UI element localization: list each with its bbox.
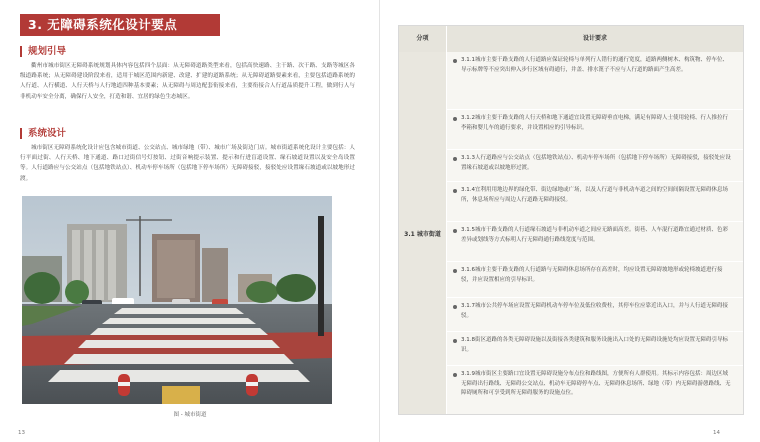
photo-caption: 图 - 城市街道	[173, 412, 207, 418]
bullet-icon	[453, 59, 457, 63]
requirement-text: 3.1.5城市干路支路的人行道缘石坡道与非机动车道之间应无路面高差。街巷、人车混行道路宜通过材质、色彩差异或划线等方式标明人行无障碍通行路线宽度与范围。	[461, 227, 728, 243]
requirement-text: 3.1.4宜利用用地边界的绿化带、街边绿地或广场，以及人行道与非机动车道之间的空间间隔设置无障碍休息场所，休息场所应与周边人行道路无障碍接驳。	[461, 187, 728, 203]
requirement-item	[447, 222, 743, 262]
requirement-text: 3.1.7城市公共停车场应设置无障碍机动车停车位及低位收费柱，其停车位应靠近出入口，并与人行道无障碍接驳。	[461, 303, 728, 319]
requirement-text: 3.1.2城市主要干路支路的人行天桥和地下通道宜设置无障碍垂直电梯，满足有障碍人士使用轮椅、行人推拉行李箱和婴儿车的通行要求，并设置相应的引导标识。	[461, 115, 728, 131]
page-number-right: 14	[713, 430, 720, 436]
header-requirement: 设计要求	[582, 35, 607, 42]
street-photo	[22, 196, 332, 404]
requirement-list	[447, 52, 743, 414]
heading-system-design: 系统设计	[20, 128, 66, 139]
header-category: 分项	[399, 26, 447, 52]
page-number-left: 13	[18, 430, 25, 436]
street-illustration	[22, 196, 332, 404]
bullet-icon	[453, 339, 457, 343]
bullet-icon	[453, 373, 457, 377]
requirement-item	[447, 182, 743, 222]
heading-planning: 规划引导	[20, 46, 66, 57]
section-title: 3. 无障碍系统化设计要点	[20, 14, 220, 36]
bullet-icon	[453, 157, 457, 161]
requirement-text: 3.1.3人行道路应与公交站点（包括地铁站点）、机动车停车场所（包括地下停车场所）无障碍接驳，接驳处应设置缘石坡道或以坡地形过渡。	[461, 155, 731, 171]
requirement-item	[447, 298, 743, 332]
requirement-text: 3.1.8街区道路的各类无障碍设施以及街接各类建筑和服务设施出入口处的无障碍设施处均应设置无障碍引导标识。	[461, 337, 728, 353]
system-paragraph: 城市街区无障碍系统化设计应包含城市街道、公交站点、城市绿地（带）、城市广场及街边门店。城市街道系统化设计主要包括：人行平面过街、人行天桥、地下通道、路口过街信号灯按钮、过街音响提示装置、提示和行进盲道设置、缘石坡道设置以及安全岛设置等。人行道路应与公交站点（包括地铁站点）、机动车停车场所（包括地下停车场所）无障碍接驳，接驳处应设置缘石坡道或以坡地形过渡。	[20, 145, 355, 182]
table-header	[399, 26, 743, 52]
planning-paragraph: 衢州市城市街区无障碍系统规划具体内容包括四个层面：从无障碍道路类型来看，包括高快速路、主干路、次干路、支路等城区各级道路系统；从无障碍建设阶段来看，适用于城区范围内新建、改建、扩建的道路系统；从无障碍道路要素来看，主要包括道路系统的人行道、人行横道、人行天桥与人行地道四种基本要素；从无障碍与周边配套衔接来看，主要衔接合人行道品质提升工程，做到行人与非机动车安全分离，确保行人安全，打造和谐、宜居的绿色生态城区。	[20, 63, 355, 100]
bullet-icon	[453, 189, 457, 193]
bullet-icon	[453, 229, 457, 233]
bullet-icon	[453, 269, 457, 273]
bullet-icon	[453, 117, 457, 121]
requirement-item	[447, 110, 743, 150]
requirement-item	[447, 150, 743, 182]
design-requirements-table	[398, 25, 744, 415]
bullet-icon	[453, 305, 457, 309]
requirement-text: 3.1.9城市街区主要路口宜设置无障碍设施分布点位和路线图，方便所有人群使用。其标示内容包括：周边区域无障碍出行路线、无障碍公交站点、机动车无障碍停车点、无障碍休息场所、绿地（带）内无障碍游憩路线、无障碍厕所和可享受到所无障碍服务的设施点位。	[461, 371, 731, 397]
requirement-item	[447, 366, 743, 414]
category-cell: 3.1 城市街道	[399, 52, 447, 414]
requirement-item	[447, 332, 743, 366]
requirement-item	[447, 52, 743, 110]
requirement-text: 3.1.6城市主要干路支路的人行道路与无障碍休息场所存在高差时，均应设置无障碍坡地形或轮椅坡道进行接驳，并应设置相应的引导标识。	[461, 267, 723, 283]
requirement-item	[447, 262, 743, 298]
requirement-text: 3.1.1城市主要干路支路的人行道路应保证轮椅与单列行人错行的通行宽度，道路两侧树木、构筑物、停车位、导示标牌等不应突出伸入步行区域有碍通行，井盖、排水篦子不应与人行道的路面产生高差。	[461, 57, 728, 73]
